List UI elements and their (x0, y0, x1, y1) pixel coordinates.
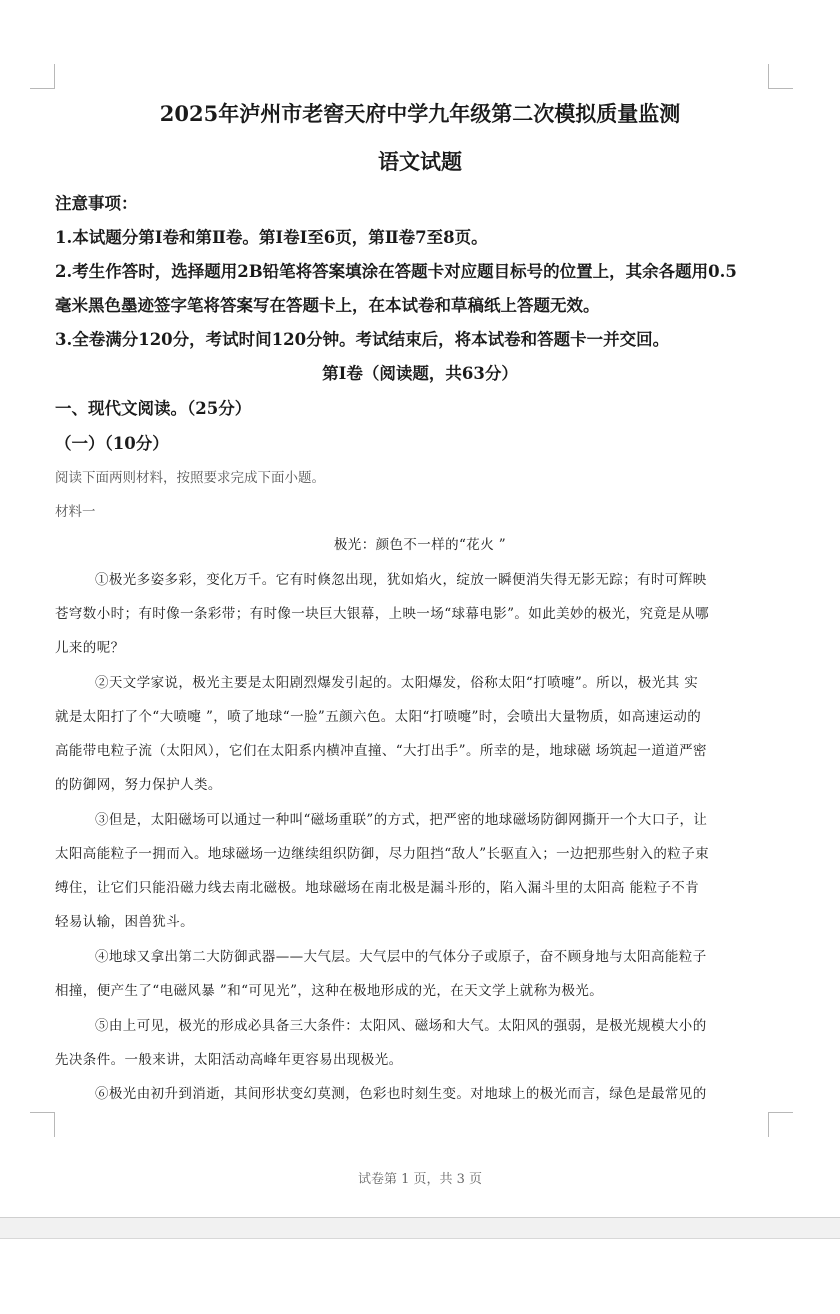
document-title: 2025年泸州市老窖天府中学九年级第二次模拟质量监测 (159, 101, 681, 126)
material-label: 材料一 (55, 504, 96, 520)
paragraph-line: 缚住，让它们只能沿磁力线去南北磁极。地球磁场在南北极是漏斗形的，陷入漏斗里的太阳高 能粒子不肯 (55, 880, 700, 896)
paragraph-line: 苍穹数小时；有时像一条彩带；有时像一块巨大银幕，上映一场“球幕电影”。如此美妙的极光，究竟是从哪 (55, 606, 710, 622)
note-line: 毫米黑色墨迹签字笔将答案写在答题卡上，在本试卷和草稿纸上答题无效。 (55, 296, 600, 315)
paragraph-line: 的防御网，努力保护人类。 (55, 777, 222, 793)
crop-mark-top-left (30, 64, 55, 89)
document-subtitle: 语文试题 (378, 149, 462, 174)
underlined-paragraph-line: ④地球又拿出第二大防御武器——大气层。大气层中的气体分子或原子，奋不顾身地与太阳高能粒子 (95, 949, 707, 965)
note-line: 2.考生作答时，选择题用2B铅笔将答案填涂在答题卡对应题目标号的位置上，其余各题用0.5 (55, 262, 737, 281)
note-line: 1.本试题分第Ⅰ卷和第Ⅱ卷。第Ⅰ卷Ⅰ至6页，第Ⅱ卷7至8页。 (55, 228, 488, 247)
paragraph-line: 就是太阳打了个“大喷嚏 ”，喷了地球“一脸”五颜六色。太阳“打喷嚏”时，会喷出大量物质，如高速运动的 (55, 709, 702, 725)
paragraph-line: ⑥极光由初升到消逝，其间形状变幻莫测，色彩也时刻生变。对地球上的极光而言，绿色是最常见的 (95, 1086, 707, 1102)
subsection-heading: （一）（10分） (55, 434, 169, 453)
article-title: 极光：颜色不一样的“花火 ” (333, 537, 507, 553)
paragraph-line: ②天文学家说，极光主要是太阳剧烈爆发引起的。太阳爆发，俗称太阳“打喷嚏”。所以，极光其 实 (95, 675, 699, 691)
paragraph-line: ⑤由上可见，极光的形成必具备三大条件：太阳风、磁场和大气。太阳风的强弱，是极光规模大小的 (95, 1018, 707, 1034)
paragraph-line: 高能带电粒子流（太阳风），它们在太阳系内横冲直撞、“大打出手”。所幸的是，地球磁 场筑起一道道严密 (55, 743, 707, 759)
paragraph-line: ①极光多姿多彩，变化万千。它有时倏忽出现，犹如焰火，绽放一瞬便消失得无影无踪；有时可辉映 (95, 572, 707, 588)
paragraph-line: 先决条件。一般来讲，太阳活动高峰年更容易出现极光。 (55, 1052, 403, 1068)
section-heading: 一、现代文阅读。（25分） (55, 399, 252, 418)
paragraph-line: ③但是，太阳磁场可以通过一种叫“磁场重联”的方式，把严密的地球磁场防御网撕开一个大口子，让 (95, 812, 708, 828)
paragraph-line: 太阳高能粒子一拥而入。地球磁场一边继续组织防御，尽力阻挡“敌人”长驱直入；一边把那些射入的粒子束 (55, 846, 710, 862)
paragraph-line: 轻易认输，困兽犹斗。 (55, 914, 194, 930)
crop-mark-top-right (768, 64, 793, 89)
crop-mark-bottom-left (30, 1112, 55, 1137)
page-footer: 试卷第 1 页，共 3 页 (357, 1172, 483, 1187)
paragraph-line: 儿来的呢？ (55, 640, 125, 656)
part-heading: 第Ⅰ卷（阅读题，共63分） (322, 364, 518, 383)
crop-mark-bottom-right (768, 1112, 793, 1137)
instruction-text: 阅读下面两则材料，按照要求完成下面小题。 (55, 470, 325, 486)
underlined-paragraph-line: 相撞，便产生了“电磁风暴 ”和“可见光”，这种在极地形成的光，在天文学上就称为极光。 (55, 983, 604, 999)
next-page-top[interactable] (0, 1238, 840, 1314)
note-line: 3.全卷满分120分，考试时间120分钟。考试结束后，将本试卷和答题卡一并交回。 (55, 330, 670, 349)
notes-heading: 注意事项： (55, 194, 138, 213)
